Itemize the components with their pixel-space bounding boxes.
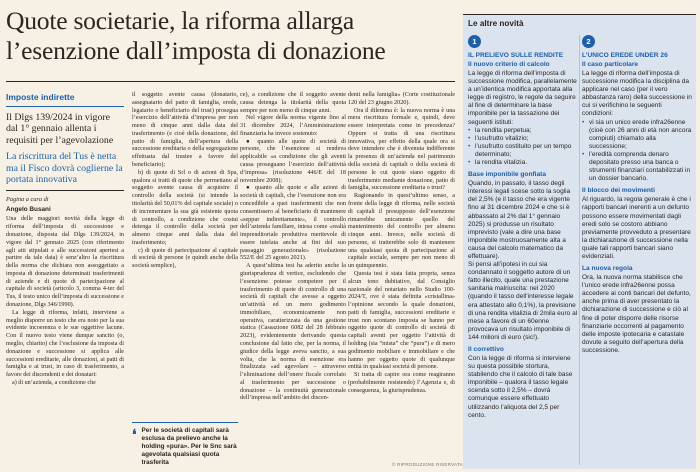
body-paragraph: ce), a condizione che il soggetto avente causa detenga la titolarità della quota sempre per non meno di cinque anni. (240, 92, 346, 114)
section-kicker: Imposte indirette (6, 92, 124, 107)
body-paragraph: Ragionando in quest’ultimo senso, a fronte della legge di riforma, nelle società di capitali il presupposto dell’esenzione rimarrebbe unicamente quello del mantenimento del controllo per almeno cinque anni. Invece, nelle società di persone, si tratterebbe solo di mantenere una qualsiasi quota di partecipazione al capitale sociale, sempre per non meno di un quinquennio. (348, 193, 455, 270)
box-text: Ora, la nuova norma stabilisce che l’unico erede infra26enne possa accedere ai conti bancari del defunto, anche prima di aver presentato la dichiarazione di successione e ciò al fine di poter disporre delle risorse finanziarie occorrenti al pagamento delle imposte ipotecaria e catastale dovute a seguito dell’apertura della successione. (582, 274, 691, 354)
box-bullets (582, 119, 692, 184)
sidebar (463, 14, 696, 469)
body-paragraph: Si tratta di capire ora come reagiranno (probabilmente resistendo) l’Agenzia e, di conseguenza, la giurisprudenza. (348, 372, 455, 394)
sidebar-box-2 (582, 35, 692, 355)
box-bullets (468, 127, 578, 167)
body-paragraph: Questa tesi è stata fatta propria, senza alcun tono dubitativo, dal Consiglio nazionale del notariato nello Studio 100-2024/T, ove è stata definita «cristallina» l’opinione secondo la quale donazioni, patti di famiglia, successioni ereditarie e trust non scontano imposta se hanno per oggetto quote di controllo di società di capitali aventi per oggetto l’attività di holding (sia “mista” che “pura”) e di mero godimento mobiliare e immobiliare e che hanno per oggetto quote di qualunque entità in qualsiasi società di persone. (348, 270, 455, 371)
headline: Quote societarie, la riforma allarga l’esenzione dall’imposta di donazione (6, 6, 386, 65)
list-item: • l’usufrutto costituito per un tempo determinato; (468, 143, 578, 159)
quote-icon: ❛ (132, 426, 137, 442)
bullet-icon: ● (246, 185, 255, 192)
body-paragraph: c) di quote di partecipazione al capitale di società di persone (e quindi anche della società semplice), (132, 247, 238, 270)
box-text: La legge di riforma dell’imposta di successione modifica la disciplina da applicare nel caso (per il vero abbastanza raro) della successione in cui si verifichino le seguenti condizioni: (582, 70, 692, 118)
box-heading: La nuova regola (582, 265, 633, 273)
pull-quote (132, 422, 238, 467)
body-bullet (240, 139, 346, 186)
list-item: • la rendita vitalizia. (468, 159, 578, 167)
subhead: La riscrittura del Tus è netta ma il Fisco dovrà coglierne la portata innovativa (6, 151, 124, 191)
sidebar-box-1 (468, 35, 578, 420)
lede: Il Dlgs 139/2024 in vigore dal 1° gennaio allenta i requisiti per l’agevolazione (6, 112, 114, 146)
intro-column (6, 92, 124, 388)
body-paragraph: Una delle maggiori novità della legge di riforma dell’imposta di successione e donazione, disposta dal Dlgs 139/2024, in vigore dal 1° gennaio 2025 (con riferimento agli atti stipulati e alle successioni apertesi a partire da tale data) è senz’altro la riscrittura della norma che dichiara non assoggettato a imposta di donazione determinati trasferimenti di aziende e di quote di partecipazione al capitale di società (articolo 3, comma 4-ter del Tus, il testo unico dell’imposta di successione e donazione, Dlgs 346/1990). (6, 216, 124, 309)
box-title: Il caso particolare (582, 61, 639, 68)
sidebar-title: Le altre novità (468, 19, 524, 28)
body-bullet-text: quanto alle quote e alle azioni di società di capitali, che l’esenzione non era concedibile a quei trasferimenti che non consentissero al beneficiario di mantenere «seppur indirettamente», il controllo dell’azienda familiare, intesa come «realtà imprenditoriale produttiva meritevole di essere tutelata anche ai fini del suo passaggio generazionale» (risoluzione 552/E del 25 agosto 2021). (240, 185, 346, 262)
body-bullet-text: quanto alle quote di società di persone, che l’esenzione si rendeva applicabile «a condizione che gli aventi causa proseguano l’esercizio dell’attività d’impresa» (risoluzione 446/E del 18 novembre 2008); (240, 138, 347, 184)
body-paragraph: A quest’ultima tesi ha aderito anche la giurisprudenza di vertice, escludendo che l’esenzione potesse competere per il trasferimento di quote di controllo di una società di capitali che avesse a oggetto un’attività ed un mero godimento immobiliare, economicamente non operativa, caratterizzata da una gestione statica (Cassazione 6082 del 28 febbraio 2023), evidentemente derivando questa conclusione dal fatto che, per la norma, il giudice della legge aveva sancito, a sua volta, che la norma di esenzione era finalizzata «ad agevolare – attraverso l’eliminazione dell’onere fiscale correlato al trasferimento per successione o donazione – la continuità generazionale dell’impresa nell’ambito dei discen- (240, 263, 346, 402)
body-paragraph: La legge di riforma, infatti, interviene a meglio disporre un testo che era noto per la sua evidente incoerenza e le sue oggettive lacune. Con il nuovo testo viene dunque sancito (o, meglio, chiarito) che l’esclusione da imposta di donazione e successione si applica alle successioni ereditarie, alle donazioni, ai patti di famiglia e ai trust, in caso di trasferimento, a favore dei discendenti e dei donatari: (6, 309, 124, 379)
box-text: Con la legge di riforma si interviene su questa possibile stortura, stabilendo che il calcolo di tale base imponibile – qualora il tasso legale scenda sotto il 2,5% – dovrà comunque essere effettuato utilizzando l’aliquota del 2,5 per cento. (468, 355, 573, 419)
copyright: © RIPRODUZIONE RISERVATA (392, 462, 463, 467)
body-bullet (240, 185, 346, 263)
list-item: • l’usufrutto vitalizio; (468, 135, 578, 143)
sidebar-divider (579, 35, 580, 465)
list-item: • l’eredità comprenda denaro depositato presso una banca o strumenti finanziari contabilizzati in un dossier bancario. (582, 151, 692, 183)
box-text: Si pensi all’ipotesi in cui sia condannato il soggetto autore di un fatto illecito, quale una prestazione sanitaria malriuscita: nel 2020 (quando il tasso dell’interesse legale era attestato allo 0,1%), la previsione di una rendita vitalizia di 2mila euro al mese a favore di un 60enne provocava un risultato imponibile di 144 milioni di euro (sic!). (468, 261, 578, 341)
box-kicker: L’UNICO EREDE UNDER 26 (582, 52, 668, 59)
body-paragraph: a) di un’azienda, a condizione che (12, 379, 96, 386)
body-column-2 (240, 92, 346, 403)
body-paragraph: il soggetto avente causa (donatario, assegnatario del patto di famiglia, erede, legatario o beneficiario del trust) prosegua l’esercizio dell’attività d’impresa per non meno di cinque anni dalla data del trasferimento (e cioè della donazione, del patto di famiglia, dell’apertura della successione ereditaria o della segregazione effettuata dal trustee a favore del beneficiario); (132, 92, 238, 169)
list-item: • la rendita perpetua; (468, 127, 578, 135)
box-heading: Il correttivo (468, 346, 504, 353)
body-paragraph: b) di quote di Srl o di azioni di Spa, qualora si tratti di quote che permettano al soggetto avente causa di acquisire il controllo della società (si intende la titolarità del 50,01% del capitale sociale) o di incrementare la sua già esistente quota di controllo, a condizione che costui detenga il controllo della società per almeno cinque anni dalla data del trasferimento; (132, 169, 238, 246)
number-badge: 2 (582, 35, 595, 48)
bullet-icon: ● (246, 138, 258, 145)
box-kicker: IL PRELIEVO SULLE RENDITE (468, 52, 564, 59)
number-badge: 1 (468, 35, 481, 48)
body-paragraph: Nel vigore della norma vigente fino al 31 dicembre 2024, l’Amministrazione finanziaria ha invece sostenuto: (240, 115, 346, 137)
headline-rule (6, 81, 455, 82)
box-title: Il nuovo criterio di calcolo (468, 61, 550, 68)
box-heading: Base imponibile gonfiata (468, 171, 547, 179)
body-paragraph: Ora il dilemma è: la nuova norma è una mera riscrittura formale e, quindi, deve essere interpretata come in precedenza? Oppure si tratta di una riscrittura innovativa, per effetto della quale ora si deve intendere che è divenuta indifferente la presenza di un’azienda nel patrimonio della società di capitali o della società di persone le cui quote siano oggetto di trasferimento mediante donazione, patto di famiglia, successione ereditaria o trust? (348, 107, 455, 192)
body-column-3 (348, 92, 455, 395)
page-ref: Pagina a cura di (6, 196, 49, 204)
pull-quote-text: Per le società di capitali sarà esclusa da prelievo anche la holding «pura». Per le Snc sarà agevolata qualsiasi quota trasferita (141, 427, 237, 466)
body-paragraph: denti nella famiglia» (Corte costituzionale 120 del 23 giugno 2020). (348, 92, 455, 106)
box-heading: Il blocco dei movimenti (582, 187, 655, 195)
box-text: Al riguardo, la regola generale è che i rapporti bancari inerenti a un defunto possono essere movimentati dagli eredi solo se costoro abbiano previamente provveduto a presentare la dichiarazione di successione nella quale tali rapporti bancari siano evidenziati. (582, 196, 691, 260)
box-text: Quando, in passato, il tasso degli interessi legali scese sotto la soglia del 2,5% (e il tasso che era vigente fino al 31 dicembre 2024 e che si è abbassato al 2% dal 1° gennaio 2025) si produsse un risultato imprevisto (vale a dire una base imponibile mostruosamente alta a causa del calcolo matematico da effettuare). (468, 180, 571, 260)
author: Angelo Busani (6, 205, 51, 213)
box-text: La legge di riforma dell’imposta di successione modifica, parallelamente a un’identica modifica apportata alla legge di registro, le regole da seguire al fine di determinare la base imponibile per la tassazione dei seguenti istituti: (468, 70, 577, 126)
list-item: • vi sia un unico erede infra26enne (cioè con 26 anni di età non ancora compiuti) chiamato alla successione; (582, 119, 692, 151)
body-column-1 (132, 92, 238, 271)
